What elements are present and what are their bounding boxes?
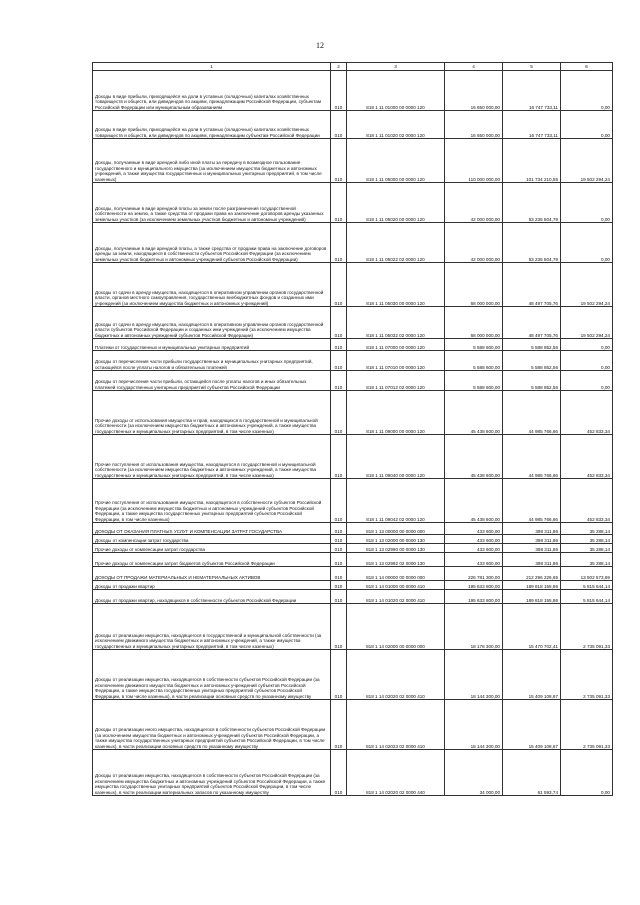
cell-unexecuted: 0,00 [561,351,613,371]
cell-name: Доходы, получаемые в виде арендной платы, а также средства от продажи права на заключение договоров аренды за земли, находящиеся в собственности субъектов Российской Федерации (за исключением земельных участков бюджетных и автономных учреждений субъектов Российской Федерации) [93,223,331,263]
cell-name: ДОХОДЫ ОТ ПРОДАЖИ МАТЕРИАЛЬНЫХ И НЕМАТЕРИАЛЬНЫХ АКТИВОВ [93,567,331,581]
cell-name: Доходы от реализации иного имущества, находящегося в собственности субъектов Российской Федерации (за исключением имущества бюджетных и автономных учреждений субъектов Российской Федерации, а также имущества государственных унитарных предприятий субъектов Российской Федерации, в том числе казенных), в части реализации основных средств по указанному имуществу [93,700,331,750]
cell-executed: 48 497 705,76 [503,307,561,339]
cell-approved: 45 438 600,00 [445,479,503,523]
cell-unexecuted: 35 288,14 [561,553,613,567]
cell-code: 818 1 14 02000 00 0000 000 [347,604,445,650]
cell-line: 010 [331,263,347,307]
cell-name: Доходы от реализации имущества, находящегося в собственности субъектов Российской Федерации (за исключением движимого имущества бюджетных и автономных учреждений субъектов Российской Федерации, а также имущества государственных унитарных предприятий субъектов Российской Федерации, в том числе казенных), в части реализации основных средств по указанному имуществу [93,650,331,700]
cell-unexecuted: 35 288,14 [561,523,613,535]
cell-code: 818 1 11 07010 00 0000 120 [347,351,445,371]
cell-executed: 5 588 852,56 [503,339,561,351]
cell-approved: 45 438 600,00 [445,435,503,479]
cell-executed: 15 470 702,41 [503,604,561,650]
page-number: 12 [316,41,324,50]
cell-approved: 5 588 600,00 [445,371,503,391]
column-header: 1 [93,63,331,71]
table-row [93,523,613,535]
cell-unexecuted: 452 833,34 [561,435,613,479]
cell-unexecuted: 0,00 [561,223,613,263]
column-header: 3 [347,63,445,71]
cell-executed: 53 236 504,79 [503,223,561,263]
table-row [93,263,613,307]
cell-line: 010 [331,581,347,590]
cell-code: 818 1 11 05030 00 0000 120 [347,263,445,307]
cell-name: Доходы в виде прибыли, приходящейся на доли в уставных (складочных) капиталах хозяйственных товариществ и обществ, или дивидендов по акциям, принадлежащим субъектам Российской Федерации [93,111,331,139]
table-header-row [93,63,613,71]
cell-executed: 44 985 766,66 [503,391,561,435]
cell-unexecuted: 2 735 091,33 [561,604,613,650]
cell-line: 010 [331,371,347,391]
cell-executed: 61 593,74 [503,750,561,796]
table-row [93,339,613,351]
cell-code: 818 1 14 02023 02 0000 410 [347,700,445,750]
cell-code: 818 1 11 07000 00 0000 120 [347,339,445,351]
cell-approved: 433 600,00 [445,523,503,535]
table-row [93,391,613,435]
cell-unexecuted: 0,00 [561,371,613,391]
cell-code: 818 1 14 02020 02 0000 410 [347,650,445,700]
cell-name: Доходы в виде прибыли, приходящейся на доли в уставных (складочных) капиталах хозяйственных товариществ и обществ, или дивидендов по акциям, принадлежащим Российской Федерации, субъектам Российской Федерации или муниципальным образованиям [93,71,331,111]
cell-line: 010 [331,567,347,581]
cell-unexecuted: 19 502 294,24 [561,307,613,339]
cell-unexecuted: 0,00 [561,750,613,796]
cell-name: Доходы от сдачи в аренду имущества, находящегося в оперативном управлении органов государственной власти, органов местного самоуправления, государственных внебюджетных фондов и созданных ими учреждений (за исключением имущества бюджетных и автономных учреждений) [93,263,331,307]
cell-approved: 110 000 000,00 [445,139,503,183]
cell-approved: 226 781 300,00 [445,567,503,581]
cell-executed: 101 734 210,55 [503,139,561,183]
cell-code: 818 1 11 05032 02 0000 120 [347,307,445,339]
cell-line: 010 [331,435,347,479]
cell-executed: 189 818 155,86 [503,590,561,604]
cell-line: 010 [331,535,347,544]
cell-approved: 5 588 600,00 [445,351,503,371]
cell-code: 818 1 14 01020 02 0000 410 [347,590,445,604]
revenue-table [92,62,613,796]
cell-executed: 44 985 766,66 [503,435,561,479]
table-row [93,750,613,796]
table-row [93,71,613,111]
cell-executed: 5 588 852,56 [503,371,561,391]
table-row [93,223,613,263]
cell-code: 818 1 13 00000 00 0000 000 [347,523,445,535]
table-row [93,183,613,223]
table-row [93,581,613,590]
table-row [93,590,613,604]
cell-name: Доходы от реализации имущества, находящегося в государственной и муниципальной собственности (за исключением движимого имущества бюджетных и автономных учреждений, а также имущества государственных и муниципальных унитарных предприятий, в том числе казенных) [93,604,331,650]
cell-line: 010 [331,590,347,604]
cell-executed: 16 747 733,11 [503,111,561,139]
cell-line: 010 [331,523,347,535]
cell-code: 818 1 11 09000 00 0000 120 [347,391,445,435]
cell-name: Доходы от компенсации затрат государства [93,535,331,544]
table-row [93,604,613,650]
table-row [93,567,613,581]
cell-name: Прочие доходы от использования имущества и прав, находящихся в государственной и муниципальной собственности (за исключением имущества бюджетных и автономных учреждений, а также имущества государственных и муниципальных унитарных предприятий, в том числе казенных) [93,391,331,435]
cell-name: Доходы, получаемые в виде арендной либо иной платы за передачу в возмездное пользование государственного и муниципального имущества (за исключением имущества бюджетных и автономных учреждений, а также имущества государственных и муниципальных унитарных предприятий, в том числе казенных) [93,139,331,183]
cell-code: 818 1 13 02000 00 0000 130 [347,535,445,544]
cell-approved: 195 633 800,00 [445,581,503,590]
cell-unexecuted: 5 815 644,14 [561,581,613,590]
column-header: 6 [561,63,613,71]
table-row [93,700,613,750]
table-row [93,111,613,139]
cell-unexecuted: 0,00 [561,339,613,351]
cell-name: Доходы от сдачи в аренду имущества, находящегося в оперативном управлении органов государственной власти субъектов Российской Федерации и созданных ими учреждений (за исключением имущества бюджетных и автономных учреждений субъектов Российской Федерации) [93,307,331,339]
cell-executed: 44 985 766,66 [503,479,561,523]
cell-executed: 5 588 852,56 [503,351,561,371]
cell-executed: 15 409 108,67 [503,700,561,750]
cell-name: Доходы от перечисления части прибыли государственных и муниципальных унитарных предприятий, остающейся после уплаты налогов и обязательных платежей [93,351,331,371]
cell-line: 010 [331,339,347,351]
table-row [93,307,613,339]
cell-code: 818 1 11 09040 00 0000 120 [347,435,445,479]
cell-code: 818 1 11 07012 02 0000 120 [347,371,445,391]
cell-line: 010 [331,544,347,553]
cell-executed: 398 311,86 [503,523,561,535]
cell-code: 818 1 11 05022 02 0000 120 [347,223,445,263]
table-body [93,71,613,796]
cell-approved: 42 000 000,00 [445,223,503,263]
cell-approved: 18 144 300,00 [445,650,503,700]
table-row [93,435,613,479]
cell-approved: 68 000 000,00 [445,263,503,307]
cell-executed: 212 296 226,65 [503,567,561,581]
cell-unexecuted: 2 735 091,33 [561,650,613,700]
cell-executed: 48 497 705,76 [503,263,561,307]
cell-unexecuted: 19 502 294,24 [561,263,613,307]
cell-code: 818 1 11 05000 00 0000 120 [347,139,445,183]
table-row [93,479,613,523]
cell-approved: 433 600,00 [445,553,503,567]
cell-line: 010 [331,307,347,339]
column-header: 4 [445,63,503,71]
cell-approved: 18 144 300,00 [445,700,503,750]
cell-unexecuted: 452 833,34 [561,391,613,435]
cell-line: 010 [331,553,347,567]
cell-code: 818 1 13 02992 02 0000 130 [347,553,445,567]
cell-line: 010 [331,479,347,523]
cell-approved: 34 000,00 [445,750,503,796]
table-row [93,544,613,553]
cell-approved: 433 600,00 [445,535,503,544]
cell-name: Платежи от государственных и муниципальных унитарных предприятий [93,339,331,351]
cell-line: 010 [331,351,347,371]
cell-code: 818 1 11 09042 02 0000 120 [347,479,445,523]
cell-executed: 16 747 733,11 [503,71,561,111]
cell-executed: 15 409 108,67 [503,650,561,700]
cell-code: 818 1 11 05020 00 0000 120 [347,183,445,223]
cell-approved: 16 650 000,00 [445,71,503,111]
cell-unexecuted: 5 815 644,14 [561,590,613,604]
cell-name: Доходы от продажи квартир, находящихся в собственности субъектов Российской Федерации [93,590,331,604]
cell-line: 010 [331,650,347,700]
cell-executed: 398 311,86 [503,544,561,553]
column-header: 5 [503,63,561,71]
cell-approved: 433 600,00 [445,544,503,553]
cell-name: Прочие доходы от компенсации затрат бюджетов субъектов Российской Федерации [93,553,331,567]
cell-approved: 18 178 300,00 [445,604,503,650]
table-row [93,650,613,700]
cell-line: 010 [331,111,347,139]
cell-unexecuted: 2 735 091,33 [561,700,613,750]
cell-unexecuted: 35 288,14 [561,535,613,544]
cell-executed: 53 236 504,79 [503,183,561,223]
cell-unexecuted: 0,00 [561,183,613,223]
cell-approved: 45 438 600,00 [445,391,503,435]
cell-line: 010 [331,139,347,183]
cell-name: ДОХОДЫ ОТ ОКАЗАНИЯ ПЛАТНЫХ УСЛУГ И КОМПЕНСАЦИИ ЗАТРАТ ГОСУДАРСТВА [93,523,331,535]
cell-executed: 398 311,86 [503,553,561,567]
cell-name: Доходы от реализации имущества, находящегося в собственности субъектов Российской Федерации (за исключением имущества бюджетных и автономных учреждений субъектов Российской Федерации, а также имущества государственных унитарных предприятий субъектов Российской Федерации, в том числе казенных), в части реализации материальных запасов по указанному имуществу [93,750,331,796]
cell-name: Прочие поступления от использования имущества, находящегося в государственной и муниципальной собственности (за исключением имущества бюджетных и автономных учреждений, а также имущества государственных и муниципальных унитарных предприятий, в том числе казенных) [93,435,331,479]
cell-code: 818 1 14 01000 00 0000 410 [347,581,445,590]
cell-code: 818 1 14 00000 00 0000 000 [347,567,445,581]
table-row [93,553,613,567]
table-row [93,139,613,183]
cell-name: Доходы от перечисления части прибыли, остающейся после уплаты налогов и иных обязательных платежей государственных унитарных предприятий субъектов Российской Федерации [93,371,331,391]
table-row [93,351,613,371]
cell-code: 818 1 13 02990 00 0000 130 [347,544,445,553]
column-header: 2 [331,63,347,71]
cell-code: 818 1 14 02020 02 0000 440 [347,750,445,796]
cell-executed: 189 818 155,86 [503,581,561,590]
cell-code: 818 1 11 01020 02 0000 120 [347,111,445,139]
cell-line: 010 [331,700,347,750]
cell-name: Доходы, получаемые в виде арендной платы за земли после разграничения государственной собственности на землю, а также средства от продажи права на заключение договоров аренды указанных земельных участков (за исключением земельных участков бюджетных и автономных учреждений) [93,183,331,223]
cell-unexecuted: 35 288,14 [561,544,613,553]
cell-approved: 5 588 600,00 [445,339,503,351]
cell-approved: 42 000 000,00 [445,183,503,223]
cell-name: Прочие доходы от компенсации затрат государства [93,544,331,553]
cell-unexecuted: 19 502 294,24 [561,139,613,183]
cell-line: 010 [331,71,347,111]
cell-approved: 16 650 000,00 [445,111,503,139]
cell-approved: 195 633 800,00 [445,590,503,604]
cell-executed: 398 311,86 [503,535,561,544]
cell-name: Прочие поступления от использования имущества, находящегося в собственности субъектов Российской Федерации (за исключением имущества бюджетных и автономных учреждений субъектов Российской Федерации, а также имущества государственных унитарных предприятий субъектов Российской Федерации, в том числе казенных) [93,479,331,523]
cell-unexecuted: 0,00 [561,71,613,111]
cell-line: 010 [331,604,347,650]
cell-unexecuted: 13 502 573,69 [561,567,613,581]
cell-line: 010 [331,183,347,223]
cell-unexecuted: 0,00 [561,111,613,139]
table-row [93,535,613,544]
cell-line: 010 [331,750,347,796]
cell-code: 818 1 11 01000 00 0000 120 [347,71,445,111]
cell-unexecuted: 452 833,34 [561,479,613,523]
cell-line: 010 [331,223,347,263]
cell-name: Доходы от продажи квартир [93,581,331,590]
cell-approved: 68 000 000,00 [445,307,503,339]
cell-line: 010 [331,391,347,435]
table-row [93,371,613,391]
